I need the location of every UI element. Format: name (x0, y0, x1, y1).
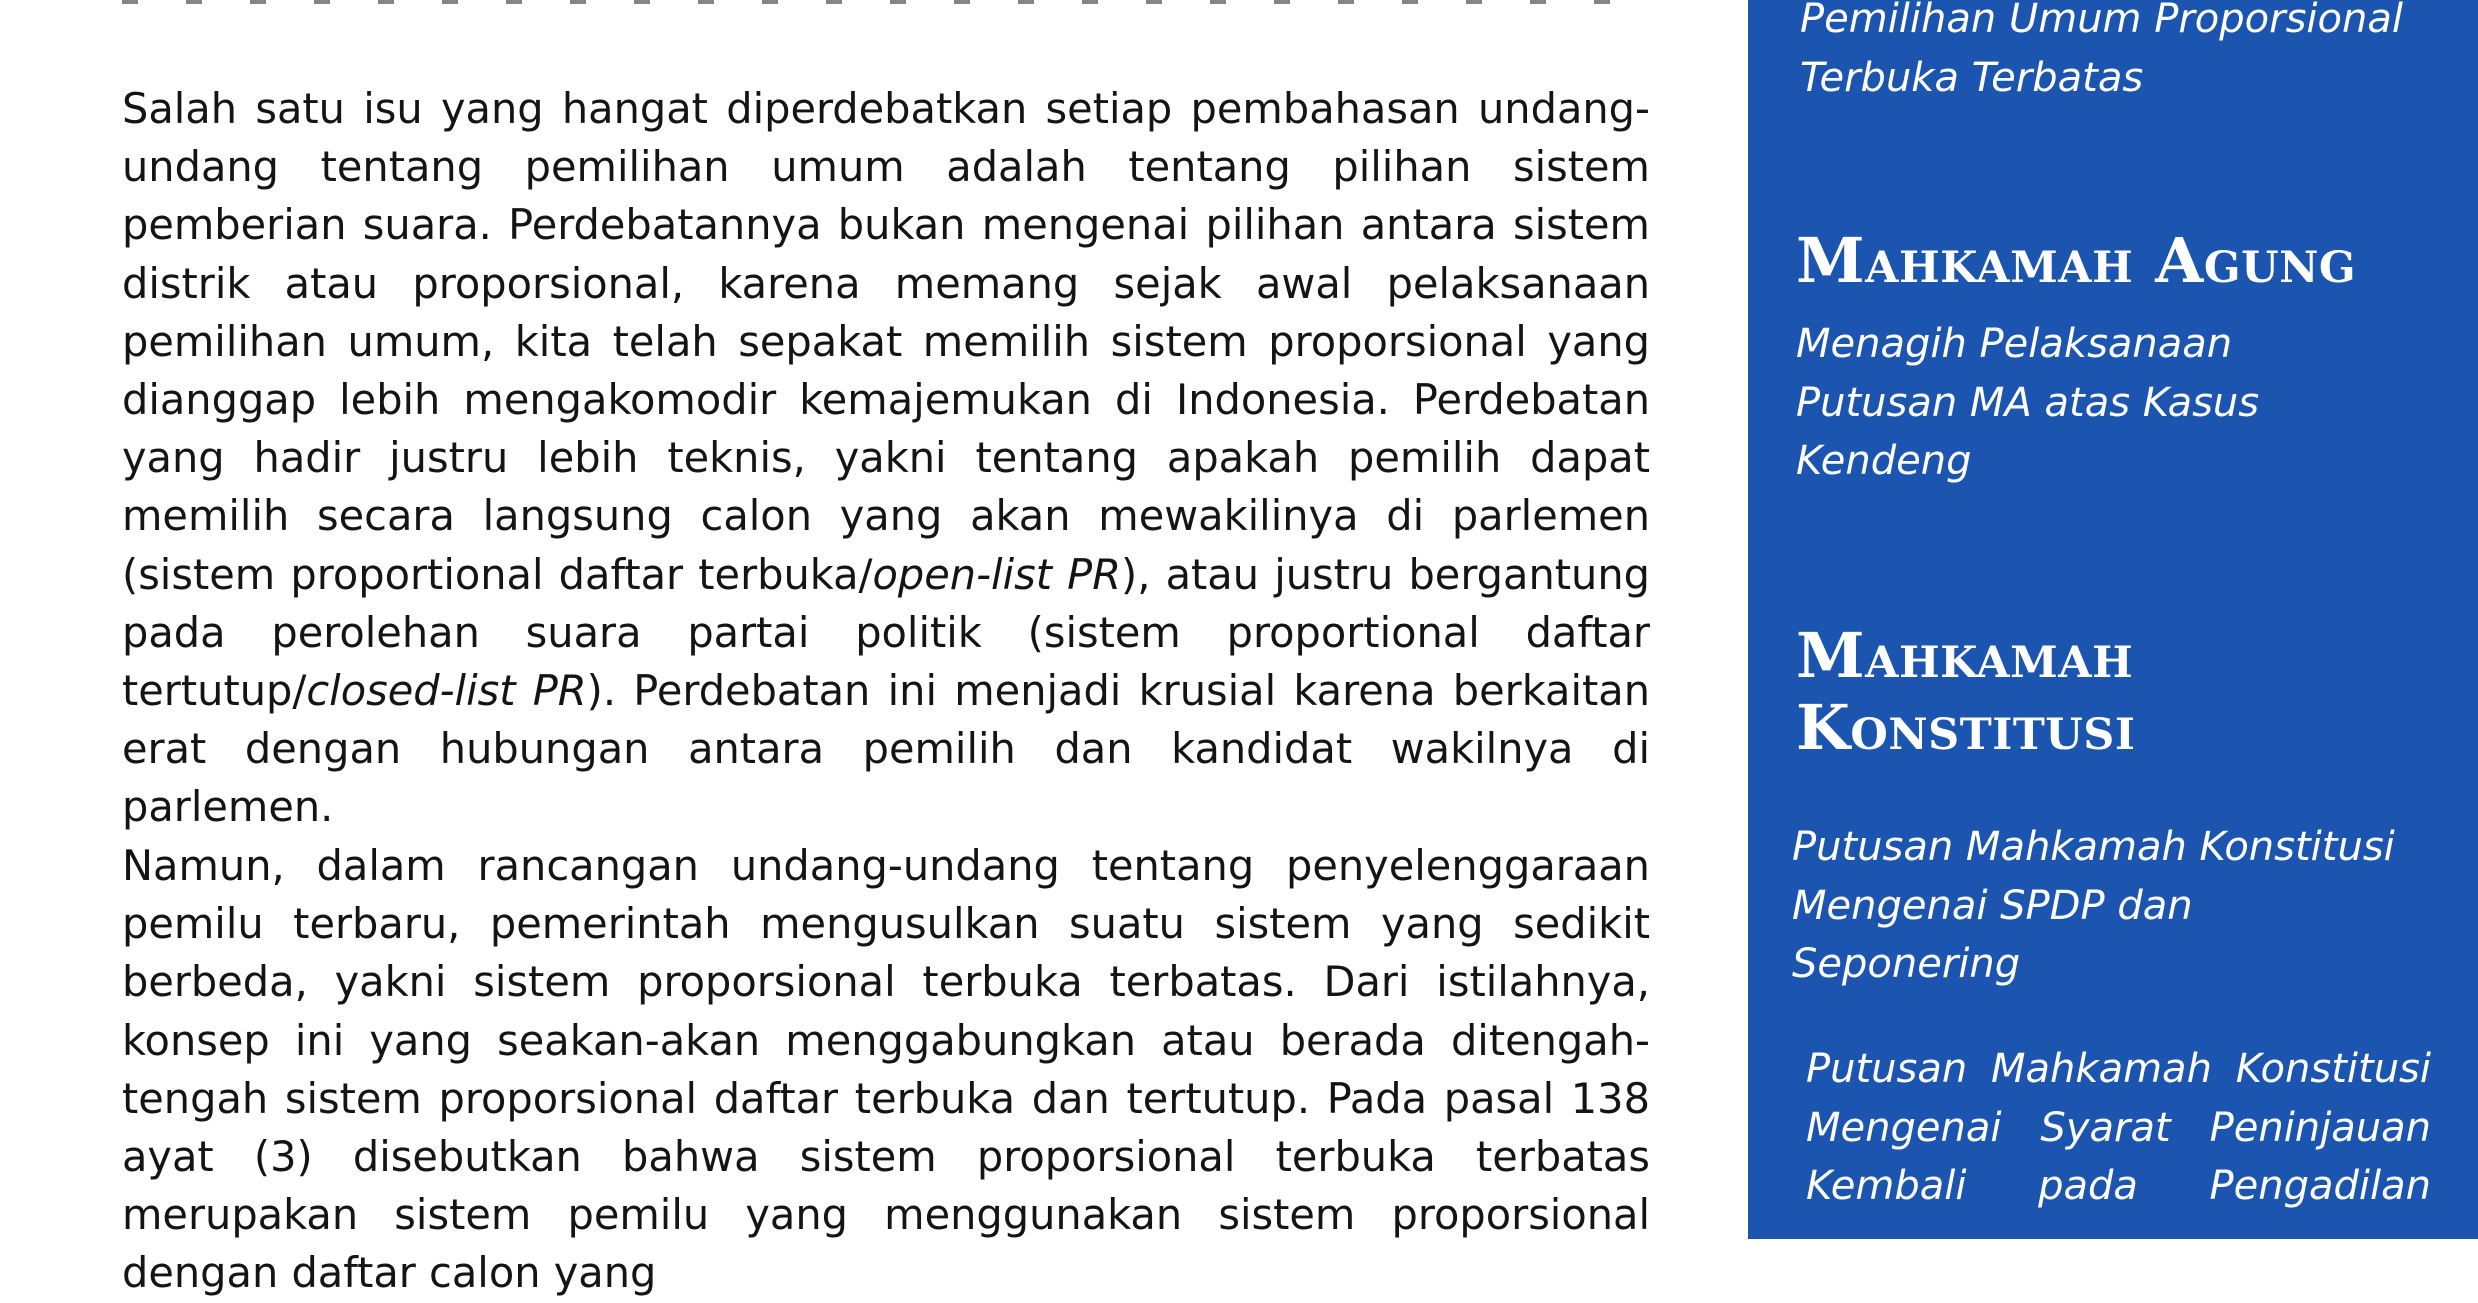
article-paragraph-1-italic-open-list: open-list PR (872, 549, 1122, 599)
sidebar-heading-mahkamah-agung: Mahkamah Agung (1796, 224, 2357, 297)
article-paragraph-1-text-c: ). Perdebatan ini menjadi krusial karena berkaitan erat dengan hubungan antara pemilih dan kandidat wakilnya di parlemen. (122, 666, 1651, 832)
article-paragraph-2: Namun, dalam rancangan undang-undang tentang penyelenggaraan pemilu terbaru, pemerintah mengusulkan suatu sistem yang sedikit berbeda, yakni sistem proporsional terbuka terbatas. Dari istilahnya, konsep ini yang seakan-akan menggabungkan atau berada ditengah-tengah sistem proporsional daftar terbuka dan tertutup. Pada pasal 138 ayat (3) disebutkan bahwa sistem proporsional terbuka terbatas merupakan sistem pemilu yang menggunakan sistem proporsional dengan daftar calon yang (122, 841, 1650, 1298)
article-paragraph-1-text-b: ), atau justru bergantung pada perolehan suara partai politik (sistem proportional daftar tertutup/ (122, 549, 1650, 716)
cropped-text-fragment (122, 0, 1650, 4)
sidebar-heading-mahkamah-konstitusi: Mahkamah Konstitusi (1796, 619, 2136, 764)
article-paragraph-1 (122, 80, 1650, 837)
sidebar-link-pemilihan-umum[interactable]: Pemilihan Umum Proporsional Terbuka Terbatas (1800, 0, 2403, 101)
article-paragraph-1-italic-closed-list: closed-list PR (306, 666, 587, 716)
sidebar-link-peninjauan-kembali[interactable]: Putusan Mahkamah Konstitusi Mengenai Syarat Peninjauan Kembali pada Pengadilan (1806, 1046, 2431, 1209)
cropped-text-line-top (122, 0, 1650, 4)
sidebar-link-kasus-kendeng[interactable]: Menagih Pelaksanaan Putusan MA atas Kasus Kendeng (1796, 321, 2260, 484)
sidebar-related-articles (1748, 0, 2478, 1239)
sidebar-link-spdp-seponering[interactable]: Putusan Mahkamah Konstitusi Mengenai SPDP dan Seponering (1792, 824, 2395, 987)
article-paragraph-1-text-a: Salah satu isu yang hangat diperdebatkan setiap pembahasan undang-undang tentang pemilihan umum adalah tentang pilihan sistem pemberian suara. Perdebatannya bukan mengenai pilihan antara sistem distrik atau proporsional, karena memang sejak awal pelaksanaan pemilihan umum, kita telah sepakat memilih sistem proporsional yang dianggap lebih mengakomodir kemajemukan di Indonesia. Perdebatan yang hadir justru lebih teknis, yakni tentang apakah pemilih dapat memilih secara langsung calon yang akan mewakilinya di parlemen (sistem proportional daftar terbuka/ (122, 84, 1650, 599)
